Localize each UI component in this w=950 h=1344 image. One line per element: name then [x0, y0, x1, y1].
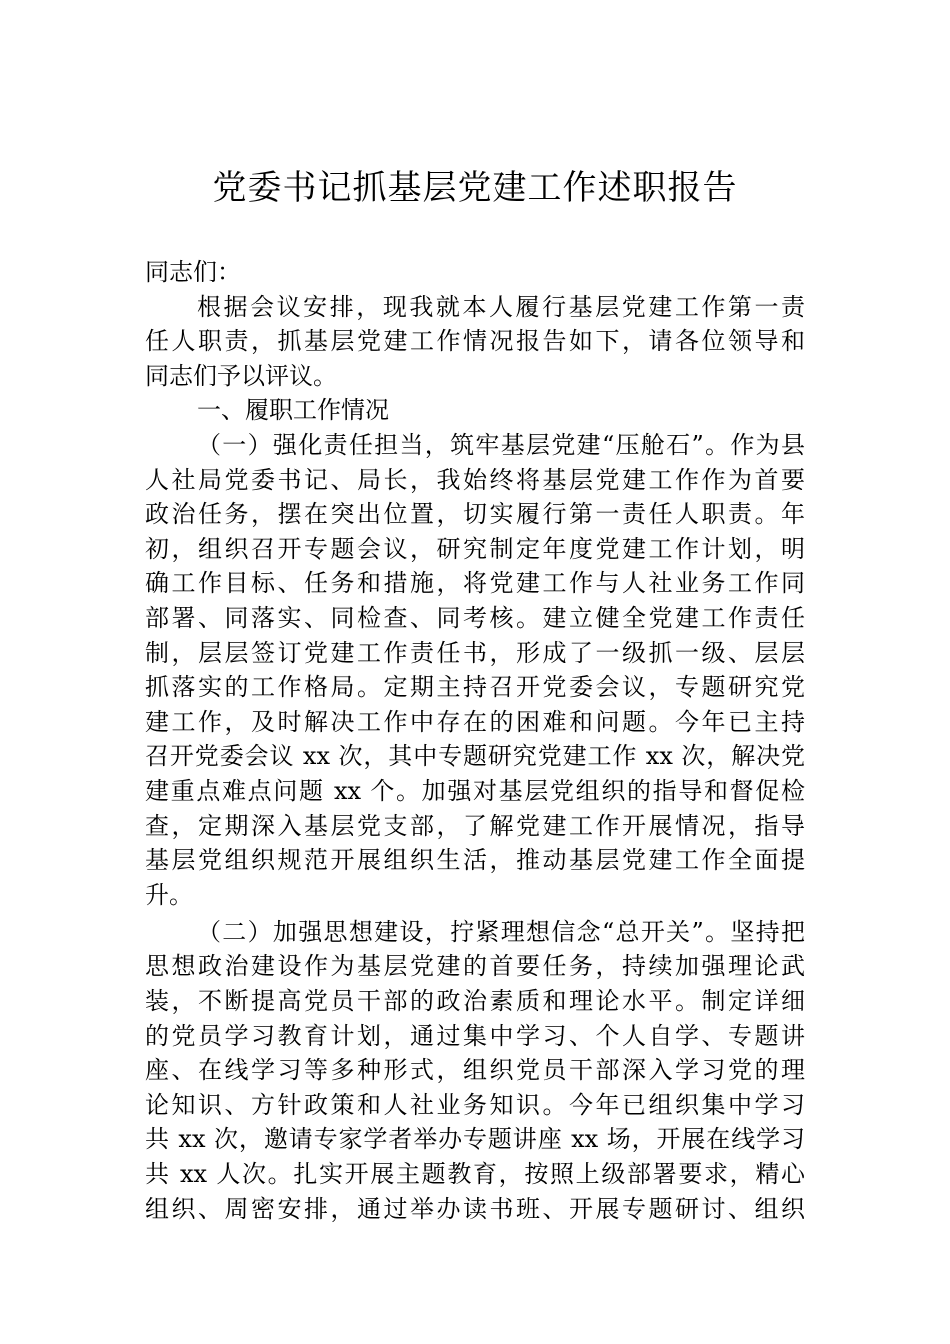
text-line: 论知识、方针政策和人社业务知识。今年已组织集中学习: [145, 1090, 805, 1119]
text-line: 装，不断提高党员干部的政治素质和理论水平。制定详细: [145, 986, 805, 1015]
text-line: 一、履职工作情况: [197, 396, 389, 425]
text-line: 确工作目标、任务和措施，将党建工作与人社业务工作同: [145, 569, 805, 598]
text-line: 共 xx 人次。扎实开展主题教育，按照上级部署要求，精心: [145, 1159, 805, 1188]
text-line: 人社局党委书记、局长，我始终将基层党建工作作为首要: [145, 465, 805, 494]
text-line: 建工作，及时解决工作中存在的困难和问题。今年已主持: [145, 707, 805, 736]
text-line: 共 xx 次，邀请专家学者举办专题讲座 xx 场，开展在线学习: [145, 1125, 805, 1154]
text-line: 同志们予以评议。: [145, 361, 337, 390]
text-line: 政治任务，摆在突出位置，切实履行第一责任人职责。年: [145, 500, 805, 529]
text-line: 组织、周密安排，通过举办读书班、开展专题研讨、组织: [145, 1194, 805, 1223]
text-line: （二）加强思想建设，拧紧理想信念“总开关”。坚持把: [197, 917, 805, 946]
text-line: 基层党组织规范开展组织生活，推动基层党建工作全面提: [145, 846, 805, 875]
text-line: （一）强化责任担当，筑牢基层党建“压舱石”。作为县: [197, 430, 805, 459]
text-line: 座、在线学习等多种形式，组织党员干部深入学习党的理: [145, 1056, 805, 1085]
text-line: 同志们：: [145, 258, 241, 286]
text-line: 初，组织召开专题会议，研究制定年度党建工作计划，明: [145, 534, 805, 563]
text-line: 召开党委会议 xx 次，其中专题研究党建工作 xx 次，解决党: [145, 742, 805, 771]
text-line: 部署、同落实、同检查、同考核。建立健全党建工作责任: [145, 603, 805, 632]
text-line: 升。: [145, 880, 193, 909]
text-line: 建重点难点问题 xx 个。加强对基层党组织的指导和督促检: [145, 776, 805, 805]
document-title: 党委书记抓基层党建工作述职报告: [212, 168, 738, 208]
text-line: 的党员学习教育计划，通过集中学习、个人自学、专题讲: [145, 1021, 805, 1050]
text-line: 思想政治建设作为基层党建的首要任务，持续加强理论武: [145, 952, 805, 981]
text-line: 制，层层签订党建工作责任书，形成了一级抓一级、层层: [145, 638, 805, 667]
text-line: 根据会议安排，现我就本人履行基层党建工作第一责: [197, 292, 805, 321]
text-line: 抓落实的工作格局。定期主持召开党委会议，专题研究党: [145, 673, 805, 702]
document-body: [145, 255, 805, 1226]
text-line: 任人职责，抓基层党建工作情况报告如下，请各位领导和: [145, 327, 805, 356]
text-line: 查，定期深入基层党支部，了解党建工作开展情况，指导: [145, 811, 805, 840]
